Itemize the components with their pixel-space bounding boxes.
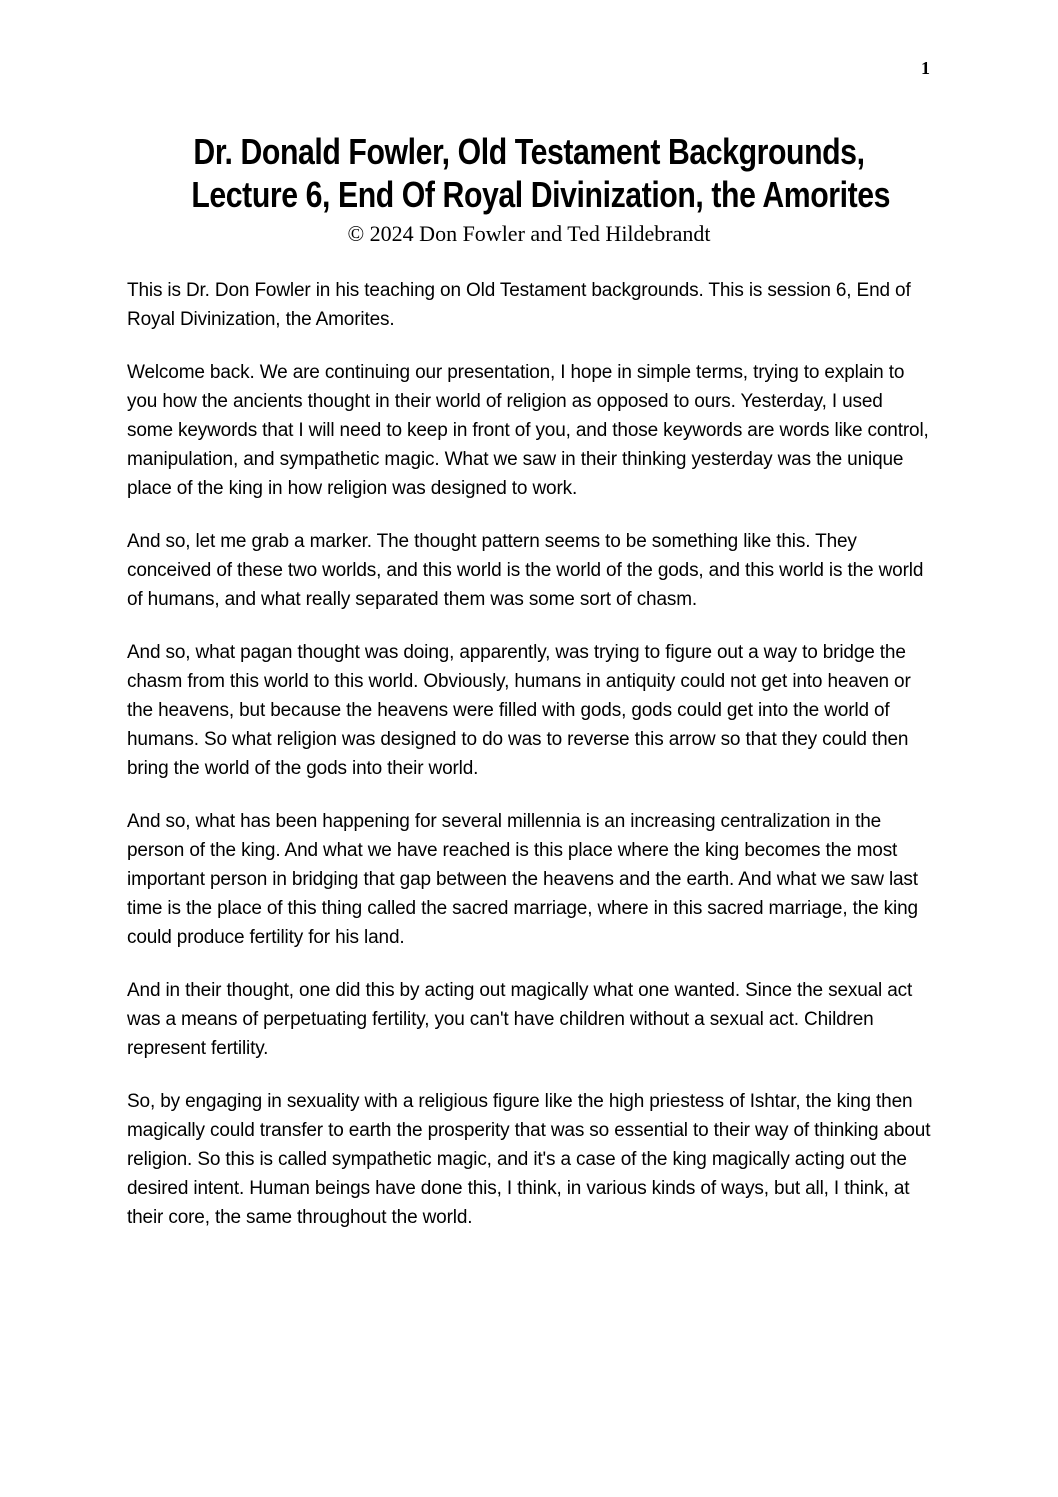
- paragraph-1: This is Dr. Don Fowler in his teaching on Old Testament backgrounds. This is session 6, End of Royal Divinization, the Amorites.: [127, 280, 911, 330]
- page-number: 1: [921, 58, 930, 78]
- paragraph-4: And so, what pagan thought was doing, apparently, was trying to figure out a way to bridge the chasm from this world to this world. Obviously, humans in antiquity could not get into heaven or the heavens, but because the heavens were filled with gods, gods could get into the world of humans. So what religion was designed to do was to reverse this arrow so that they could then bring the world of the gods into their world.: [127, 642, 911, 779]
- title-line-2: Lecture 6, End Of Royal Divinization, the Amorites: [191, 174, 891, 215]
- paragraph-2: Welcome back. We are continuing our presentation, I hope in simple terms, trying to explain to you how the ancients thought in their world of religion as opposed to ours. Yesterday, I used some keywords that I will need to keep in front of you, and those keywords are words like control, manipulation, and sympathetic magic. What we saw in their thinking yesterday was the unique place of the king in how religion was designed to work.: [127, 362, 929, 499]
- document-title: [127, 130, 931, 248]
- page-content: [127, 0, 931, 1232]
- document-body: [127, 276, 931, 1232]
- paragraph-3: And so, let me grab a marker. The thought pattern seems to be something like this. They conceived of these two worlds, and this world is the world of the gods, and this world is the world of humans, and what really separated them was some sort of chasm.: [127, 531, 924, 610]
- paragraph-7: So, by engaging in sexuality with a religious figure like the high priestess of Ishtar, the king then magically could transfer to earth the prosperity that was so essential to their way of thinking about religion. So this is called sympathetic magic, and it's a case of the king magically acting out the desired intent. Human beings have done this, I think, in various kinds of ways, but all, I think, at their core, the same throughout the world.: [127, 1091, 931, 1228]
- copyright-line: © 2024 Don Fowler and Ted Hildebrandt: [347, 221, 711, 246]
- paragraph-5: And so, what has been happening for several millennia is an increasing centralization in the person of the king. And what we have reached is this place where the king becomes the most important person in bridging that gap between the heavens and the earth. And what we saw last time is the place of this thing called the sacred marriage, where in this sacred marriage, the king could produce fertility for his land.: [127, 811, 918, 948]
- paragraph-6: And in their thought, one did this by acting out magically what one wanted. Since the sexual act was a means of perpetuating fertility, you can't have children without a sexual act. Children represent fertility.: [127, 980, 913, 1059]
- title-line-1: Dr. Donald Fowler, Old Testament Backgrounds,: [193, 131, 865, 172]
